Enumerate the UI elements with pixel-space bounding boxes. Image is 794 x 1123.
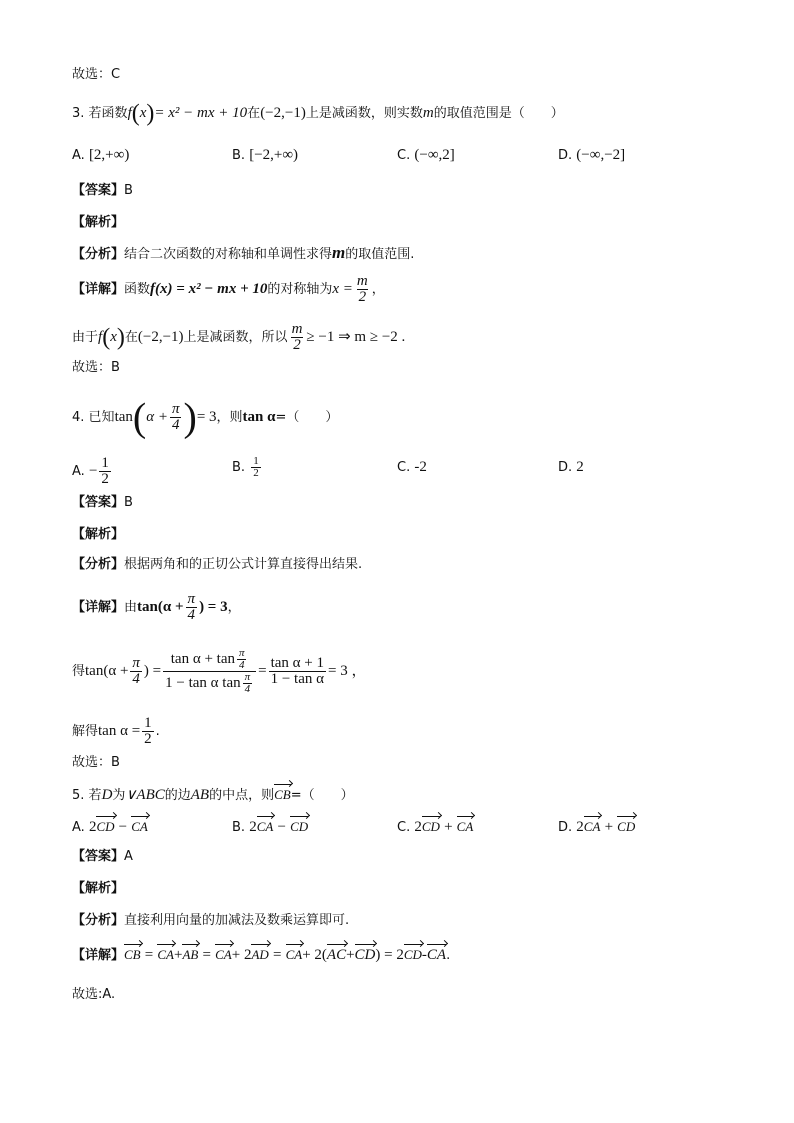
q3-analysis-heading: 【解析】 [72,215,125,230]
q3-xiangjie-2: 由于f(x)在(−2,−1)上是减函数，所以 $\frac{m}{2}$ ≥ −1 ⇒ m ≥ −2 . [72,321,406,353]
q3-option-d[interactable]: D. (−∞,−2] [558,147,626,163]
q3-stem: 3. 若函数f(x)= x² − mx + 10在(−2,−1)上是减函数，则实数m的取值范围是（ ） [72,100,564,127]
q4-xiangjie-2: 得tan(α + $\frac{\pi}{4}$ ) = tan α + tan $\frac{\pi}{4}$ 1 − tan α tan $\frac{\pi}{4}$ = $\frac{\text{tan α + 1}}{\text{1 − tan α}}$ = 3 ， [72,647,367,695]
q4-stem: 4. 已知tan(α + $\frac{\pi}{4}$ )= 3，则tan α=（ ） [72,394,339,440]
q5-option-b[interactable]: B. 2CA − CD [232,819,309,835]
q3-choose: 故选：B [72,360,120,375]
q3-m-over-2-fraction: $\frac{m}{2}$ [291,321,303,353]
q4-number: 4. [72,410,85,425]
q5-analysis-heading: 【解析】 [72,881,125,896]
q4-analysis-heading: 【解析】 [72,527,125,542]
q4-choose: 故选：B [72,755,120,770]
prev-choose: 故选：C [72,67,121,82]
q3-option-a[interactable]: A. [2,+∞) [72,147,130,163]
q3-number: 3. [72,106,85,121]
q4-answer: 【答案】B [72,495,133,510]
q5-option-c[interactable]: C. 2CD + CA [397,819,474,835]
q4-xiangjie-1: 【详解】由tan(α + $\frac{\pi}{4}$ ) = 3， [72,591,241,623]
q4-fenxi: 【分析】根据两角和的正切公式计算直接得出结果. [72,557,363,572]
q4-option-b[interactable]: B. $\frac{1}{2}$ [232,455,259,479]
q5-choose: 故选:A. [72,987,116,1002]
q5-number: 5. [72,788,85,803]
q5-fenxi: 【分析】直接利用向量的加减法及数乘运算即可. [72,913,350,928]
q5-option-a[interactable]: A. 2CD − CA [72,819,148,835]
q4-option-c[interactable]: C. -2 [397,459,427,475]
q4-pi-over-4-fraction: $\frac{\pi}{4}$ [171,401,180,433]
q5-xiangjie: 【详解】CB = CA+AB = CA+ 2AD = CA+ 2(AC+CD) = 2CD-CA. [72,947,451,963]
q3-answer: 【答案】B [72,183,133,198]
q3-axis-fraction: $\frac{m}{2}$ [356,273,368,305]
q5-option-d[interactable]: D. 2CA + CD [558,819,636,835]
q5-stem: 5. 若D为∨ABC的边AB的中点，则CB=（ ） [72,787,354,803]
q4-xiangjie-3: 解得tan α = $\frac{1}{2}$ . [72,715,160,747]
q3-xiangjie-1: 【详解】函数f(x) = x² − mx + 10的对称轴为x = $\frac{m}{2}$ ， [72,273,385,305]
q4-option-d[interactable]: D. 2 [558,459,584,475]
q4-option-a[interactable]: A. − $\frac{1}{2}$ [72,455,109,487]
q3-fenxi: 【分析】结合二次函数的对称轴和单调性求得m的取值范围. [72,243,415,262]
q5-answer: 【答案】A [72,849,133,864]
q5-vector-cb: CB [274,787,291,802]
q3-option-c[interactable]: C. (−∞,2] [397,147,455,163]
q4-tan-sum-fraction: tan α + tan $\frac{\pi}{4}$ 1 − tan α tan $\frac{\pi}{4}$ [163,648,256,695]
q3-option-b[interactable]: B. [−2,+∞) [232,147,299,163]
